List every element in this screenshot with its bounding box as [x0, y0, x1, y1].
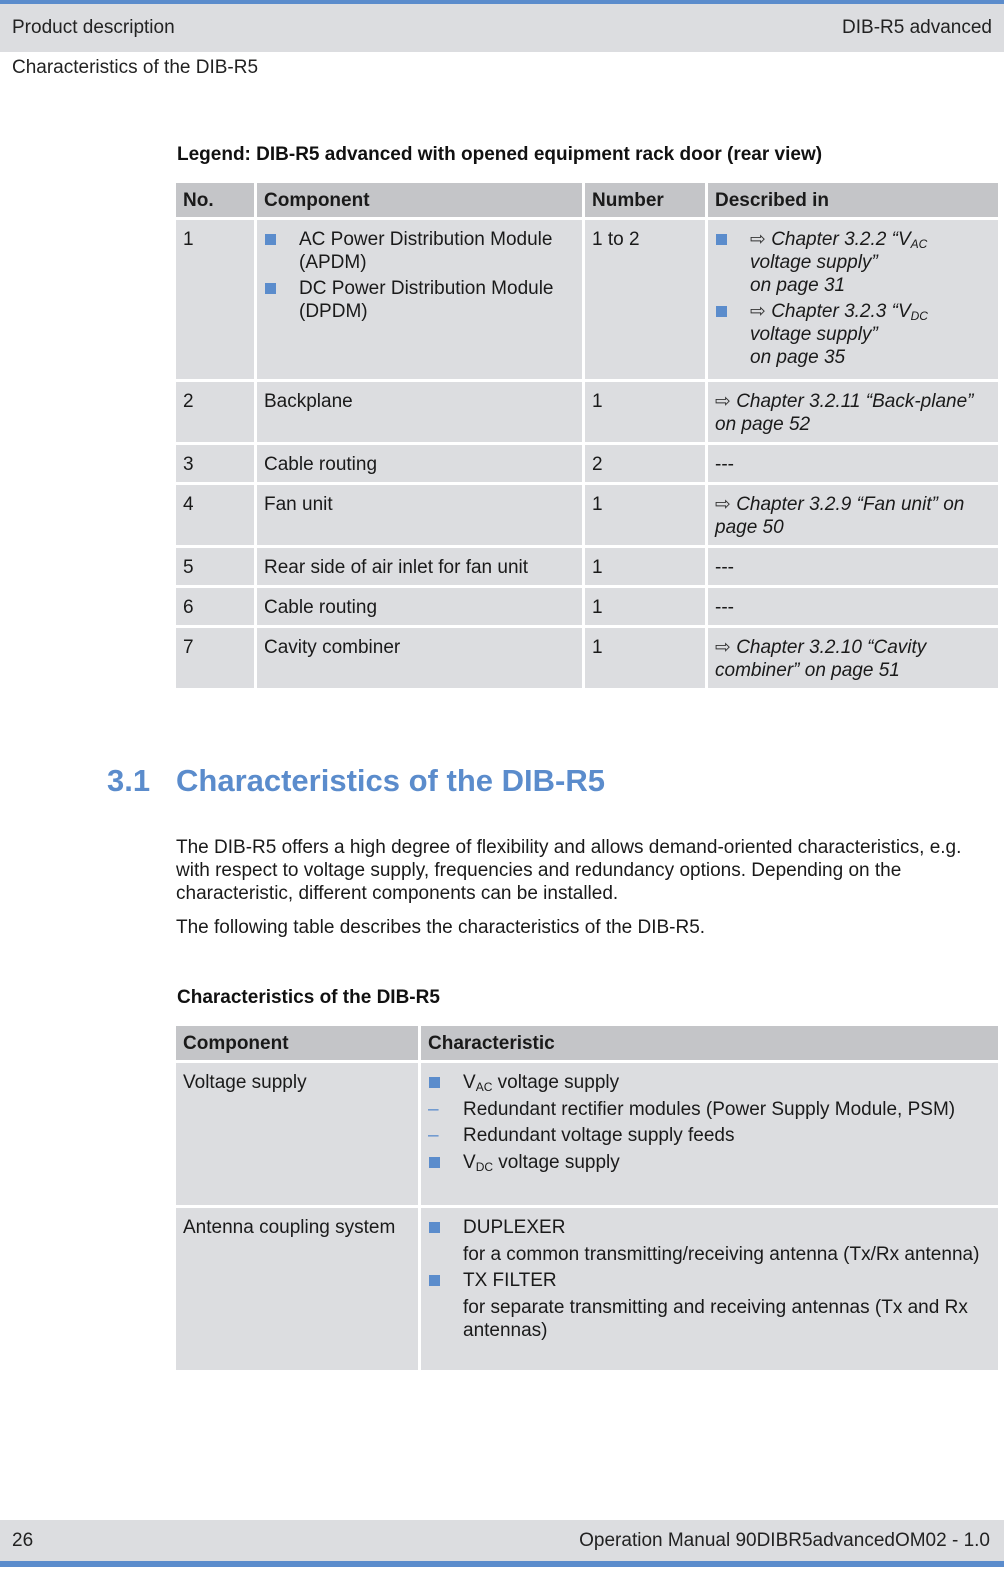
cell-component: Rear side of air inlet for fan unit — [257, 548, 582, 585]
col-header-number: Number — [585, 183, 705, 217]
header-subsection: Characteristics of the DIB-R5 — [12, 57, 259, 78]
page-header — [0, 4, 1004, 52]
characteristics-table-caption: Characteristics of the DIB-R5 — [177, 987, 440, 1008]
cell-number: 1 — [585, 548, 705, 585]
table-row — [176, 1208, 998, 1370]
cell-described-in — [708, 382, 998, 442]
cell-characteristic — [421, 1208, 998, 1370]
chapter-link[interactable]: ⇨ Chapter 3.2.10 “Cavity combiner” on page 51 — [715, 637, 927, 681]
cell-described-in: --- — [708, 548, 998, 585]
col-header-no: No. — [176, 183, 254, 217]
cell-described-in — [708, 220, 998, 379]
cell-no: 5 — [176, 548, 254, 585]
bullet-square-icon — [429, 1157, 440, 1168]
cell-described-in — [708, 485, 998, 545]
link-arrow-icon: ⇨ — [715, 637, 731, 658]
cell-component — [257, 220, 582, 379]
legend-table — [173, 180, 1001, 691]
page-footer — [0, 1520, 1004, 1561]
link-arrow-icon: ⇨ — [750, 301, 766, 322]
bullet-square-icon — [429, 1222, 440, 1233]
section-paragraph-1: The DIB-R5 offers a high degree of flexibility and allows demand-oriented characteristics, e.g. with respect to voltage supply, frequencies and redundancy options. Depending on the characteristic, different components can be installed. — [176, 837, 962, 904]
cell-number: 1 — [585, 588, 705, 625]
col-header-described-in: Described in — [708, 183, 998, 217]
cell-component: Backplane — [257, 382, 582, 442]
document-id: Operation Manual 90DIBR5advancedOM02 - 1.0 — [579, 1530, 990, 1551]
legend-table-caption: Legend: DIB-R5 advanced with opened equipment rack door (rear view) — [177, 144, 823, 165]
cell-characteristic — [421, 1063, 998, 1205]
cell-number: 1 — [585, 628, 705, 688]
list-item: DUPLEXER for a common transmitting/receiving antenna (Tx/Rx antenna) — [428, 1216, 991, 1266]
section-paragraph-2: The following table describes the characteristics of the DIB-R5. — [176, 917, 706, 938]
list-item: TX FILTER for separate transmitting and receiving antennas (Tx and Rx antennas) — [428, 1269, 991, 1342]
chapter-link[interactable]: ⇨ Chapter 3.2.11 “Back-plane” on page 52 — [715, 391, 974, 435]
section-title: Characteristics of the DIB-R5 — [176, 763, 605, 798]
link-arrow-icon: ⇨ — [750, 229, 766, 250]
cell-component: Cable routing — [257, 445, 582, 482]
cell-described-in: --- — [708, 445, 998, 482]
link-arrow-icon: ⇨ — [715, 391, 731, 412]
table-row — [176, 485, 998, 545]
table-row — [176, 588, 998, 625]
header-product: DIB-R5 advanced — [842, 17, 992, 38]
dash-icon: – — [428, 1099, 439, 1120]
chapter-link[interactable]: ⇨ Chapter 3.2.2 “$V_{AC}$ voltage supply” on page 31 — [715, 228, 991, 297]
list-item: $V_{AC}$ voltage supply – Redundant rectifier modules (Power Supply Module, PSM) – Redundant voltage supply feeds — [428, 1071, 991, 1147]
list-item: DC Power Distribution Module (DPDM) — [264, 277, 575, 323]
cell-no: 2 — [176, 382, 254, 442]
bullet-square-icon — [716, 306, 727, 317]
list-item: AC Power Distribution Module (APDM) — [264, 228, 575, 274]
table-row — [176, 628, 998, 688]
characteristics-table — [173, 1023, 1001, 1373]
table-row — [176, 548, 998, 585]
cell-described-in — [708, 628, 998, 688]
bullet-square-icon — [265, 234, 276, 245]
bullet-square-icon — [429, 1275, 440, 1286]
link-arrow-icon: ⇨ — [715, 494, 731, 515]
legend-table-header — [176, 183, 998, 217]
cell-component: Cavity combiner — [257, 628, 582, 688]
cell-component: Cable routing — [257, 588, 582, 625]
dash-icon: – — [428, 1125, 439, 1146]
bottom-accent-bar — [0, 1561, 1004, 1567]
cell-no: 1 — [176, 220, 254, 379]
cell-number: 1 to 2 — [585, 220, 705, 379]
cell-component: Fan unit — [257, 485, 582, 545]
chapter-link[interactable]: ⇨ Chapter 3.2.3 “$V_{DC}$ voltage supply” on page 35 — [715, 300, 991, 369]
table-row — [176, 220, 998, 379]
col-header-component: Component — [176, 1026, 418, 1060]
col-header-component: Component — [257, 183, 582, 217]
chapter-link[interactable]: ⇨ Chapter 3.2.9 “Fan unit” on page 50 — [715, 494, 965, 538]
bullet-square-icon — [716, 234, 727, 245]
section-number: 3.1 — [107, 763, 151, 798]
characteristics-table-header — [176, 1026, 998, 1060]
col-header-characteristic: Characteristic — [421, 1026, 998, 1060]
cell-number: 1 — [585, 485, 705, 545]
cell-component: Voltage supply — [176, 1063, 418, 1205]
cell-no: 6 — [176, 588, 254, 625]
cell-number: 1 — [585, 382, 705, 442]
table-row — [176, 445, 998, 482]
cell-no: 7 — [176, 628, 254, 688]
cell-component: Antenna coupling system — [176, 1208, 418, 1370]
cell-described-in: --- — [708, 588, 998, 625]
cell-no: 3 — [176, 445, 254, 482]
bullet-square-icon — [429, 1077, 440, 1088]
page-number: 26 — [12, 1530, 34, 1551]
table-row — [176, 382, 998, 442]
cell-number: 2 — [585, 445, 705, 482]
table-row — [176, 1063, 998, 1205]
sub-list-item: – Redundant voltage supply feeds — [428, 1125, 735, 1146]
sub-list-item: – Redundant rectifier modules (Power Supply Module, PSM) — [428, 1099, 956, 1120]
bullet-square-icon — [265, 283, 276, 294]
header-section: Product description — [12, 17, 175, 38]
list-item: $V_{DC}$ voltage supply — [428, 1151, 991, 1174]
cell-no: 4 — [176, 485, 254, 545]
